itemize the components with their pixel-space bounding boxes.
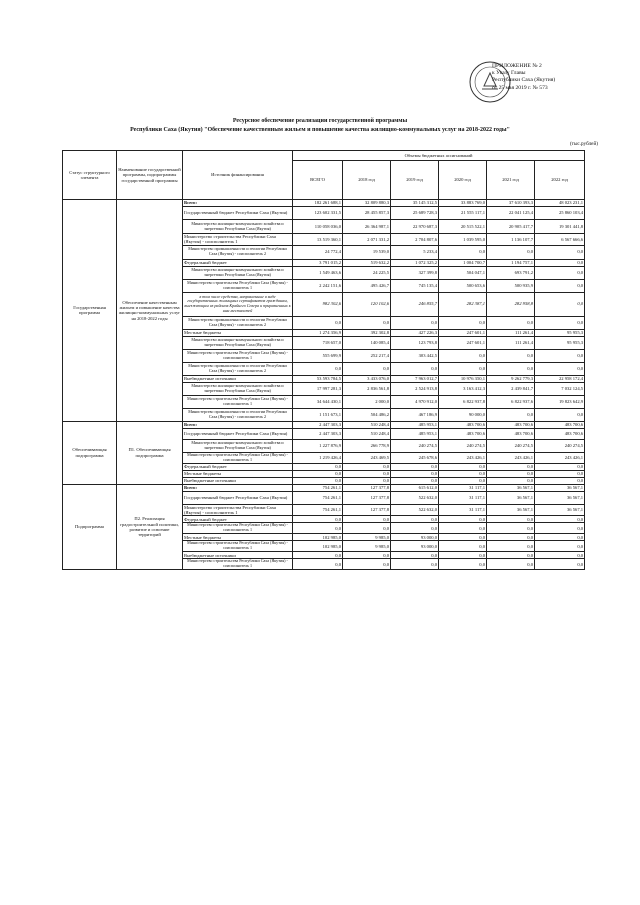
year-value-cell: 483 700,6 — [439, 428, 487, 439]
year-value-cell: 0,0 — [343, 463, 391, 470]
year-value-cell: 0,0 — [391, 516, 439, 523]
year-value-cell: 0,0 — [535, 279, 585, 292]
year-value-cell: 0,0 — [391, 559, 439, 570]
col-total: ВСЕГО — [293, 161, 343, 200]
source-cell: Министерство промышленности и геологии Республики Саха (Якутия) - соисполнитель 2 — [183, 408, 293, 421]
year-value-cell: 0,0 — [535, 559, 585, 570]
total-value-cell: 754 261,1 — [293, 504, 343, 516]
year-value-cell: 22 958 172,4 — [535, 375, 585, 382]
year-value-cell: 252 217,4 — [343, 349, 391, 362]
year-value-cell: 25 689 728,3 — [391, 207, 439, 220]
total-value-cell: 2 447 303,3 — [293, 421, 343, 428]
annex-line: ПРИЛОЖЕНИЕ № 2 — [492, 63, 542, 69]
total-value-cell: 1 227 876,9 — [293, 439, 343, 452]
year-value-cell: 20 515 522,1 — [439, 220, 487, 234]
year-value-cell: 485 953,1 — [391, 421, 439, 428]
year-value-cell: 0,0 — [487, 316, 535, 329]
year-value-cell: 0,0 — [487, 477, 535, 484]
year-value-cell: 0,0 — [487, 362, 535, 375]
total-value-cell: 0,0 — [293, 362, 343, 375]
annex-header — [492, 63, 622, 92]
year-value-cell: 36 567,1 — [535, 504, 585, 516]
total-value-cell: 0,0 — [293, 523, 343, 534]
year-value-cell: 19 301 441,8 — [535, 220, 585, 234]
col-volumes: Объемы бюджетных ассигнований — [293, 151, 585, 161]
year-value-cell: 240 274,5 — [391, 439, 439, 452]
year-value-cell: 522 632,0 — [391, 491, 439, 504]
year-value-cell: 483 700,6 — [535, 421, 585, 428]
year-value-cell: 467 186,9 — [391, 408, 439, 421]
total-value-cell: 1 151 673,1 — [293, 408, 343, 421]
total-value-cell: 0,0 — [293, 316, 343, 329]
year-value-cell: 28 455 857,3 — [343, 207, 391, 220]
year-value-cell: 0,0 — [439, 463, 487, 470]
year-value-cell: 19 823 642,9 — [535, 395, 585, 408]
year-value-cell: 6 822 937,8 — [439, 395, 487, 408]
year-value-cell: 247 601,1 — [439, 336, 487, 349]
year-value-cell: 0,0 — [439, 534, 487, 541]
year-value-cell: 243 426,1 — [535, 452, 585, 463]
year-value-cell: 0,0 — [535, 245, 585, 259]
total-value-cell: 0,0 — [293, 559, 343, 570]
year-value-cell: 0,0 — [535, 259, 585, 266]
year-value-cell: 500 653,6 — [439, 279, 487, 292]
total-value-cell: 1 219 426,4 — [293, 452, 343, 463]
year-value-cell: 500 935,9 — [487, 279, 535, 292]
source-cell: Министерство строительства Республики Саха (Якутия) - соисполнитель 1 — [183, 349, 293, 362]
year-value-cell: 0,0 — [535, 362, 585, 375]
source-cell: Всего: — [183, 484, 293, 491]
col-year: 2021 год — [487, 161, 535, 200]
year-value-cell: 7 032 124,5 — [535, 382, 585, 395]
status-cell: Обеспечивающая подпрограмма — [63, 421, 117, 484]
total-value-cell: 24 772,4 — [293, 245, 343, 259]
year-value-cell: 0,0 — [487, 559, 535, 570]
year-value-cell: 2 071 331,2 — [343, 234, 391, 246]
table-row — [63, 200, 585, 207]
year-value-cell: 693 791,2 — [487, 266, 535, 279]
source-cell: Министерство строительства Республики Саха (Якутия) - соисполнитель 1 — [183, 504, 293, 516]
total-value-cell: 0,0 — [293, 516, 343, 523]
year-value-cell: 19 539,0 — [343, 245, 391, 259]
total-value-cell: 754 261,1 — [293, 491, 343, 504]
source-cell: Местные бюджеты — [183, 329, 293, 336]
year-value-cell: 0,0 — [391, 477, 439, 484]
year-value-cell: 0,0 — [535, 316, 585, 329]
source-cell: Государственный бюджет Республики Саха (Якутия) — [183, 491, 293, 504]
total-value-cell: 2 242 151,6 — [293, 279, 343, 292]
col-year: 2018 год — [343, 161, 391, 200]
year-value-cell: 1 072 325,2 — [391, 259, 439, 266]
year-value-cell: 127 377,8 — [343, 491, 391, 504]
annex-line: к Указу Главы — [492, 70, 526, 77]
year-value-cell: 243 426,1 — [487, 452, 535, 463]
year-value-cell: 745 135,4 — [391, 279, 439, 292]
year-value-cell: 0,0 — [391, 316, 439, 329]
year-value-cell: 483 700,6 — [439, 421, 487, 428]
title-line: Ресурсное обеспечение реализации государственной программы — [232, 118, 408, 124]
source-cell: Министерство жилищно-коммунального хозяйства и энергетики Республики Саха (Якутия) — [183, 266, 293, 279]
year-value-cell: 93 000,0 — [391, 541, 439, 552]
source-cell: Министерство промышленности и геологии Республики Саха (Якутия) - соисполнитель 2 — [183, 316, 293, 329]
year-value-cell: 2 704 807,6 — [391, 234, 439, 246]
source-cell: Министерство строительства Республики Саха (Якутия) - соисполнитель 1 — [183, 523, 293, 534]
year-value-cell: 0,0 — [439, 245, 487, 259]
source-cell: Министерство строительства Республики Саха (Якутия) - соисполнитель 1 — [183, 234, 293, 246]
source-cell: Министерство строительства Республики Саха (Якутия) - соисполнитель 1 — [183, 395, 293, 408]
year-value-cell: 483 700,6 — [487, 428, 535, 439]
year-value-cell: 0,0 — [343, 516, 391, 523]
year-value-cell: 0,0 — [535, 463, 585, 470]
year-value-cell: 9 985,0 — [343, 534, 391, 541]
source-cell: Министерство жилищно-коммунального хозяйства и энергетики Республики Саха (Якутия) — [183, 382, 293, 395]
annex-line: от 25 мая 2019 г. № 573 — [492, 84, 548, 91]
total-value-cell: 53 593 784,5 — [293, 375, 343, 382]
source-cell: Всего: — [183, 200, 293, 207]
year-value-cell: 140 085,4 — [343, 336, 391, 349]
units-note: (тыс.рублей) — [569, 141, 598, 147]
year-value-cell: 0,0 — [535, 292, 585, 316]
total-value-cell: 110 058 036,0 — [293, 220, 343, 234]
year-value-cell: 0,0 — [391, 470, 439, 477]
year-value-cell: 240 274,5 — [535, 439, 585, 452]
table-row — [63, 421, 585, 428]
year-value-cell: 0,0 — [439, 349, 487, 362]
year-value-cell: 0,0 — [535, 477, 585, 484]
total-value-cell: 13 519 360,1 — [293, 234, 343, 246]
table-body — [63, 200, 585, 570]
source-cell: Министерство строительства Республики Саха (Якутия) - соисполнитель 1 — [183, 279, 293, 292]
year-value-cell: 1 194 757,1 — [487, 259, 535, 266]
year-value-cell: 303 442,5 — [391, 349, 439, 362]
year-value-cell: 0,0 — [487, 470, 535, 477]
year-value-cell: 7 963 012,7 — [391, 375, 439, 382]
col-status: Статус структурного элемента — [63, 151, 117, 200]
source-cell: Государственный бюджет Республики Саха (Якутия) — [183, 207, 293, 220]
program-name-cell: П2. Реализация градостроительной политики, развитие и освоение территорий — [117, 484, 183, 570]
total-value-cell: 1 274 356,9 — [293, 329, 343, 336]
year-value-cell: 2 524 913,8 — [391, 382, 439, 395]
year-value-cell: 31 117,1 — [439, 491, 487, 504]
year-value-cell: 0,0 — [535, 541, 585, 552]
year-value-cell: 4 970 912,0 — [391, 395, 439, 408]
year-value-cell: 111 261,4 — [487, 329, 535, 336]
year-value-cell: 0,0 — [487, 552, 535, 559]
budget-table — [62, 150, 585, 570]
year-value-cell: 519 632,2 — [343, 259, 391, 266]
year-value-cell: 48 023 231,1 — [535, 200, 585, 207]
source-cell: в том числе средства, направленные в виде государственных жилищных сертификатов гражданам, выезжающим из районов Крайнего Севера и приравненных к ним местностей — [183, 292, 293, 316]
year-value-cell: 0,0 — [391, 523, 439, 534]
source-cell: Министерство жилищно-коммунального хозяйства и энергетики Республики Саха (Якутия) — [183, 439, 293, 452]
col-year: 2020 год — [439, 161, 487, 200]
year-value-cell: 392 302,8 — [343, 329, 391, 336]
year-value-cell: 510 248,4 — [343, 428, 391, 439]
total-value-cell: 17 997 281,3 — [293, 382, 343, 395]
year-value-cell: 0,0 — [343, 523, 391, 534]
year-value-cell: 37 610 393,3 — [487, 200, 535, 207]
year-value-cell: 0,0 — [535, 552, 585, 559]
source-cell: Федеральный бюджет — [183, 463, 293, 470]
year-value-cell: 0,0 — [391, 362, 439, 375]
year-value-cell: 127 377,8 — [343, 484, 391, 491]
program-name-cell: П1. Обеспечивающая подпрограмма — [117, 421, 183, 484]
document-title — [0, 117, 640, 135]
year-value-cell: 35 145 312,5 — [391, 200, 439, 207]
year-value-cell: 36 567,1 — [535, 484, 585, 491]
year-value-cell: 3 433 076,0 — [343, 375, 391, 382]
year-value-cell: 327 399,8 — [391, 266, 439, 279]
total-value-cell: 3 791 015,2 — [293, 259, 343, 266]
source-cell: Федеральный бюджет — [183, 516, 293, 523]
year-value-cell: 0,0 — [439, 541, 487, 552]
year-value-cell: 2 000,0 — [343, 395, 391, 408]
year-value-cell: 504 047,1 — [439, 266, 487, 279]
year-value-cell: 10 976 350,1 — [439, 375, 487, 382]
year-value-cell: 95 955,3 — [535, 329, 585, 336]
year-value-cell: 266 778,9 — [343, 439, 391, 452]
source-cell: Государственный бюджет Республики Саха (Якутия) — [183, 428, 293, 439]
year-value-cell: 22 970 687,3 — [391, 220, 439, 234]
year-value-cell: 2 439 841,7 — [487, 382, 535, 395]
year-value-cell: 483 700,6 — [535, 428, 585, 439]
year-value-cell: 0,0 — [535, 516, 585, 523]
total-value-cell: 102 985,0 — [293, 541, 343, 552]
year-value-cell: 0,0 — [439, 470, 487, 477]
year-value-cell: 31 117,1 — [439, 504, 487, 516]
year-value-cell: 123 793,8 — [391, 336, 439, 349]
year-value-cell: 510 248,4 — [343, 421, 391, 428]
annex-line: Республики Саха (Якутия) — [492, 77, 556, 84]
year-value-cell: 0,0 — [487, 463, 535, 470]
year-value-cell: 0,0 — [535, 470, 585, 477]
total-value-cell: 754 261,1 — [293, 484, 343, 491]
status-cell: Государственная программа — [63, 200, 117, 422]
year-value-cell: 240 274,5 — [439, 439, 487, 452]
year-value-cell: 615 612,0 — [391, 484, 439, 491]
year-value-cell: 6 822 937,6 — [487, 395, 535, 408]
year-value-cell: 0,0 — [535, 534, 585, 541]
year-value-cell: 9 985,0 — [343, 541, 391, 552]
year-value-cell: 427 226,3 — [391, 329, 439, 336]
year-value-cell: 111 261,4 — [487, 336, 535, 349]
year-value-cell: 0,0 — [343, 559, 391, 570]
year-value-cell: 0,0 — [487, 523, 535, 534]
year-value-cell: 0,0 — [439, 559, 487, 570]
year-value-cell: 0,0 — [487, 349, 535, 362]
source-cell: Внебюджетные источники — [183, 375, 293, 382]
year-value-cell: 25 860 103,4 — [535, 207, 585, 220]
year-value-cell: 5 233,4 — [391, 245, 439, 259]
year-value-cell: 282 958,8 — [487, 292, 535, 316]
year-value-cell: 22 041 125,4 — [487, 207, 535, 220]
year-value-cell: 0,0 — [439, 523, 487, 534]
total-value-cell: 102 985,0 — [293, 534, 343, 541]
year-value-cell: 282 387,1 — [439, 292, 487, 316]
year-value-cell: 20 905 417,7 — [487, 220, 535, 234]
total-value-cell: 982 302,6 — [293, 292, 343, 316]
source-cell: Местные бюджеты — [183, 470, 293, 477]
total-value-cell: 0,0 — [293, 470, 343, 477]
year-value-cell: 2 836 561,8 — [343, 382, 391, 395]
year-value-cell: 247 601,1 — [439, 329, 487, 336]
year-value-cell: 522 632,0 — [391, 504, 439, 516]
year-value-cell: 243 426,1 — [439, 452, 487, 463]
year-value-cell: 0,0 — [343, 552, 391, 559]
year-value-cell: 0,0 — [391, 463, 439, 470]
source-cell: Министерство жилищно-коммунального хозяйства и энергетики Республики Саха (Якутия) — [183, 336, 293, 349]
total-value-cell: 1 549 463,6 — [293, 266, 343, 279]
year-value-cell: 0,0 — [487, 534, 535, 541]
source-cell: Министерство жилищно-коммунального хозяйства и энергетики Республики Саха (Якутия) — [183, 220, 293, 234]
source-cell: Местные бюджеты — [183, 534, 293, 541]
year-value-cell: 127 377,8 — [343, 504, 391, 516]
year-value-cell: 483 700,6 — [487, 421, 535, 428]
year-value-cell: 1 039 595,0 — [439, 234, 487, 246]
year-value-cell: 0,0 — [343, 477, 391, 484]
year-value-cell: 485 953,1 — [391, 428, 439, 439]
year-value-cell: 0,0 — [535, 349, 585, 362]
year-value-cell: 245 678,6 — [391, 452, 439, 463]
year-value-cell: 0,0 — [439, 316, 487, 329]
col-name: Наименование государственной программы, подпрограммы государственной программы — [117, 151, 183, 200]
source-cell: Министерство строительства Республики Саха (Якутия) - соисполнитель 1 — [183, 541, 293, 552]
year-value-cell: 36 567,1 — [487, 504, 535, 516]
source-cell: Всего: — [183, 421, 293, 428]
year-value-cell: 0,0 — [535, 523, 585, 534]
col-source: Источник финансирования — [183, 151, 293, 200]
source-cell: Федеральный бюджет — [183, 259, 293, 266]
year-value-cell: 95 955,3 — [535, 336, 585, 349]
year-value-cell: 0,0 — [439, 552, 487, 559]
year-value-cell: 495 426,7 — [343, 279, 391, 292]
col-year: 2022 год — [535, 161, 585, 200]
year-value-cell: 240 274,5 — [487, 439, 535, 452]
year-value-cell: 24 225,5 — [343, 266, 391, 279]
year-value-cell: 0,0 — [487, 408, 535, 421]
year-value-cell: 0,0 — [535, 266, 585, 279]
year-value-cell: 93 000,0 — [391, 534, 439, 541]
year-value-cell: 36 567,1 — [487, 491, 535, 504]
year-value-cell: 0,0 — [487, 245, 535, 259]
year-value-cell: 0,0 — [535, 408, 585, 421]
year-value-cell: 0,0 — [487, 541, 535, 552]
status-cell: Подпрограмма — [63, 484, 117, 570]
year-value-cell: 504 486,2 — [343, 408, 391, 421]
total-value-cell: 123 602 331,5 — [293, 207, 343, 220]
source-cell: Министерство промышленности и геологии Республики Саха (Якутия) - соисполнитель 2 — [183, 362, 293, 375]
year-value-cell: 0,0 — [487, 516, 535, 523]
year-value-cell: 90 000,0 — [439, 408, 487, 421]
total-value-cell: 34 644 430,1 — [293, 395, 343, 408]
year-value-cell: 31 117,1 — [439, 484, 487, 491]
source-cell: Министерство строительства Республики Саха (Якутия) - соисполнитель 1 — [183, 559, 293, 570]
year-value-cell: 0,0 — [391, 552, 439, 559]
title-line: Республики Саха (Якутия) "Обеспечение качественным жильем и повышение качества жилищно-коммунальных услуг на 2018-2022 годы" — [130, 127, 510, 133]
year-value-cell: 243 469,5 — [343, 452, 391, 463]
total-value-cell: 0,0 — [293, 552, 343, 559]
year-value-cell: 0,0 — [439, 362, 487, 375]
total-value-cell: 2 447 303,3 — [293, 428, 343, 439]
total-value-cell: 182 261 688,1 — [293, 200, 343, 207]
year-value-cell: 1 004 700,7 — [439, 259, 487, 266]
year-value-cell: 6 567 666,6 — [535, 234, 585, 246]
year-value-cell: 3 163 412,3 — [439, 382, 487, 395]
year-value-cell: 0,0 — [343, 362, 391, 375]
program-name-cell: Обеспечение качественным жильем и повышение качества жилищно-коммунальных услуг на 2018-2022 годы — [117, 200, 183, 422]
source-cell: Внебюджетные источники — [183, 552, 293, 559]
year-value-cell: 246 855,7 — [391, 292, 439, 316]
total-value-cell: 718 657,0 — [293, 336, 343, 349]
source-cell: Министерство строительства Республики Саха (Якутия) - соисполнитель 1 — [183, 452, 293, 463]
year-value-cell: 36 567,1 — [535, 491, 585, 504]
year-value-cell: 0,0 — [439, 477, 487, 484]
total-value-cell: 0,0 — [293, 463, 343, 470]
table-row — [63, 484, 585, 491]
year-value-cell: 26 364 987,1 — [343, 220, 391, 234]
year-value-cell: 32 809 880,3 — [343, 200, 391, 207]
total-value-cell: 0,0 — [293, 477, 343, 484]
source-cell: Внебюджетные источники — [183, 477, 293, 484]
year-value-cell: 21 555 117,1 — [439, 207, 487, 220]
total-value-cell: 555 699,9 — [293, 349, 343, 362]
year-value-cell: 1 136 107,7 — [487, 234, 535, 246]
col-year: 2019 год — [391, 161, 439, 200]
year-value-cell: 120 102,6 — [343, 292, 391, 316]
year-value-cell: 33 883 769,0 — [439, 200, 487, 207]
source-cell: Министерство промышленности и геологии Республики Саха (Якутия) - соисполнитель 2 — [183, 245, 293, 259]
year-value-cell: 0,0 — [343, 470, 391, 477]
year-value-cell: 0,0 — [439, 516, 487, 523]
year-value-cell: 36 567,1 — [487, 484, 535, 491]
year-value-cell: 0,0 — [343, 316, 391, 329]
year-value-cell: 9 262 779,3 — [487, 375, 535, 382]
